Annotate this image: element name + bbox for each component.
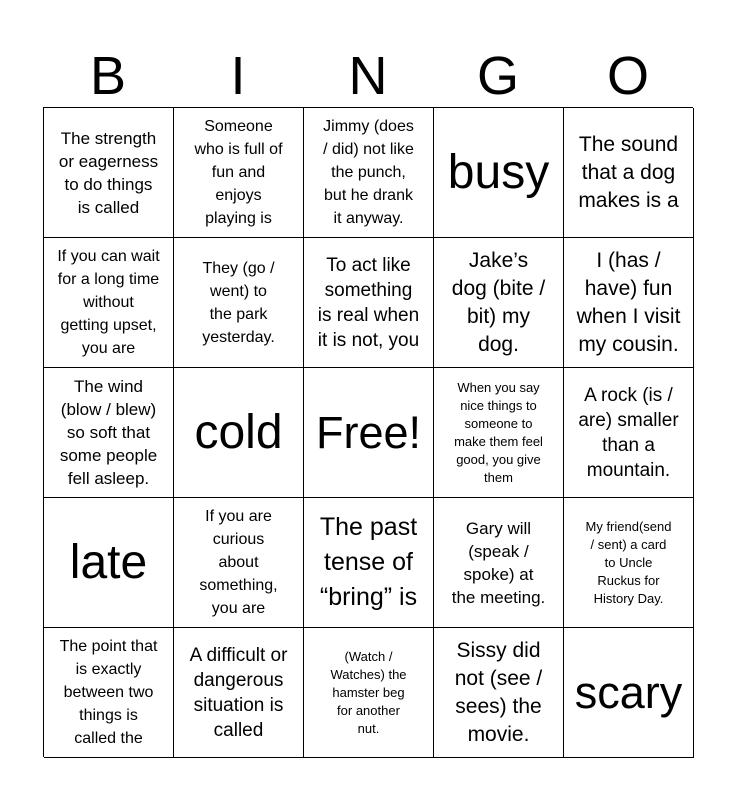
- cell-text: Sissy did not (see / sees) the movie.: [454, 638, 543, 746]
- bingo-cell[interactable]: [44, 238, 174, 368]
- cell-text: A rock (is / are) smaller than a mountain.: [578, 384, 679, 481]
- bingo-card: [43, 107, 693, 757]
- bingo-cell[interactable]: [564, 628, 694, 758]
- cell-text: The past tense of “bring” is: [319, 513, 418, 611]
- bingo-cell[interactable]: [44, 498, 174, 628]
- bingo-cell[interactable]: [564, 368, 694, 498]
- cell-text: late: [69, 535, 148, 589]
- cell-text: The sound that a dog makes is a: [578, 132, 679, 212]
- cell-text: Jimmy (does / did) not like the punch, but he drank it anyway.: [323, 118, 414, 227]
- bingo-cell[interactable]: [434, 628, 564, 758]
- cell-text: A difficult or dangerous situation is called: [189, 644, 288, 741]
- bingo-header: [43, 46, 693, 106]
- bingo-cell[interactable]: [44, 368, 174, 498]
- bingo-cell[interactable]: [44, 628, 174, 758]
- bingo-cell[interactable]: [434, 238, 564, 368]
- header-letter-o: O: [606, 46, 649, 106]
- cell-text: Free!: [315, 406, 422, 458]
- bingo-cell[interactable]: [304, 628, 434, 758]
- cell-text: Jake’s dog (bite / bit) my dog.: [451, 248, 546, 356]
- bingo-cell[interactable]: [434, 108, 564, 238]
- header-letter-b: B: [89, 46, 127, 106]
- cell-text: If you are curious about something, you are: [199, 508, 278, 617]
- cell-text: I (has / have) fun when I visit my cousin.: [576, 248, 681, 356]
- cell-text: Gary will (speak / spoke) at the meeting.: [451, 518, 546, 607]
- bingo-cell[interactable]: [304, 498, 434, 628]
- cell-text: Someone who is full of fun and enjoys playing is: [194, 118, 283, 227]
- bingo-cell[interactable]: [564, 498, 694, 628]
- bingo-cell[interactable]: [434, 368, 564, 498]
- header-letter-i: I: [230, 46, 246, 106]
- cell-text: To act like something is real when it is not, you: [317, 254, 420, 351]
- cell-text: If you can wait for a long time without getting upset, you are: [57, 248, 160, 357]
- bingo-cell[interactable]: [174, 498, 304, 628]
- bingo-cell[interactable]: [564, 238, 694, 368]
- bingo-cell[interactable]: [174, 368, 304, 498]
- cell-text: The point that is exactly between two things is called the: [59, 638, 158, 747]
- bingo-cell[interactable]: [434, 498, 564, 628]
- cell-text: When you say nice things to someone to make them feel good, you give them: [454, 379, 543, 485]
- cell-text: (Watch / Watches) the hamster beg for another nut.: [330, 648, 407, 736]
- cell-text: cold: [194, 405, 283, 459]
- cell-text: busy: [447, 145, 550, 199]
- bingo-cell[interactable]: [304, 108, 434, 238]
- cell-text: My friend(send / sent) a card to Uncle Ruckus for History Day.: [585, 518, 672, 606]
- header-letter-g: G: [476, 46, 519, 106]
- bingo-cell[interactable]: [174, 238, 304, 368]
- cell-text: The strength or eagerness to do things is called: [58, 128, 159, 217]
- bingo-cell[interactable]: [174, 108, 304, 238]
- bingo-cell[interactable]: [564, 108, 694, 238]
- free-cell[interactable]: [304, 368, 434, 498]
- header-letter-n: N: [348, 46, 388, 106]
- cell-text: The wind (blow / blew) so soft that some people fell asleep.: [59, 377, 158, 488]
- cell-text: They (go / went) to the park yesterday.: [202, 259, 275, 346]
- bingo-cell[interactable]: [174, 628, 304, 758]
- bingo-cell[interactable]: [44, 108, 174, 238]
- bingo-cell[interactable]: [304, 238, 434, 368]
- cell-text: scary: [574, 666, 683, 718]
